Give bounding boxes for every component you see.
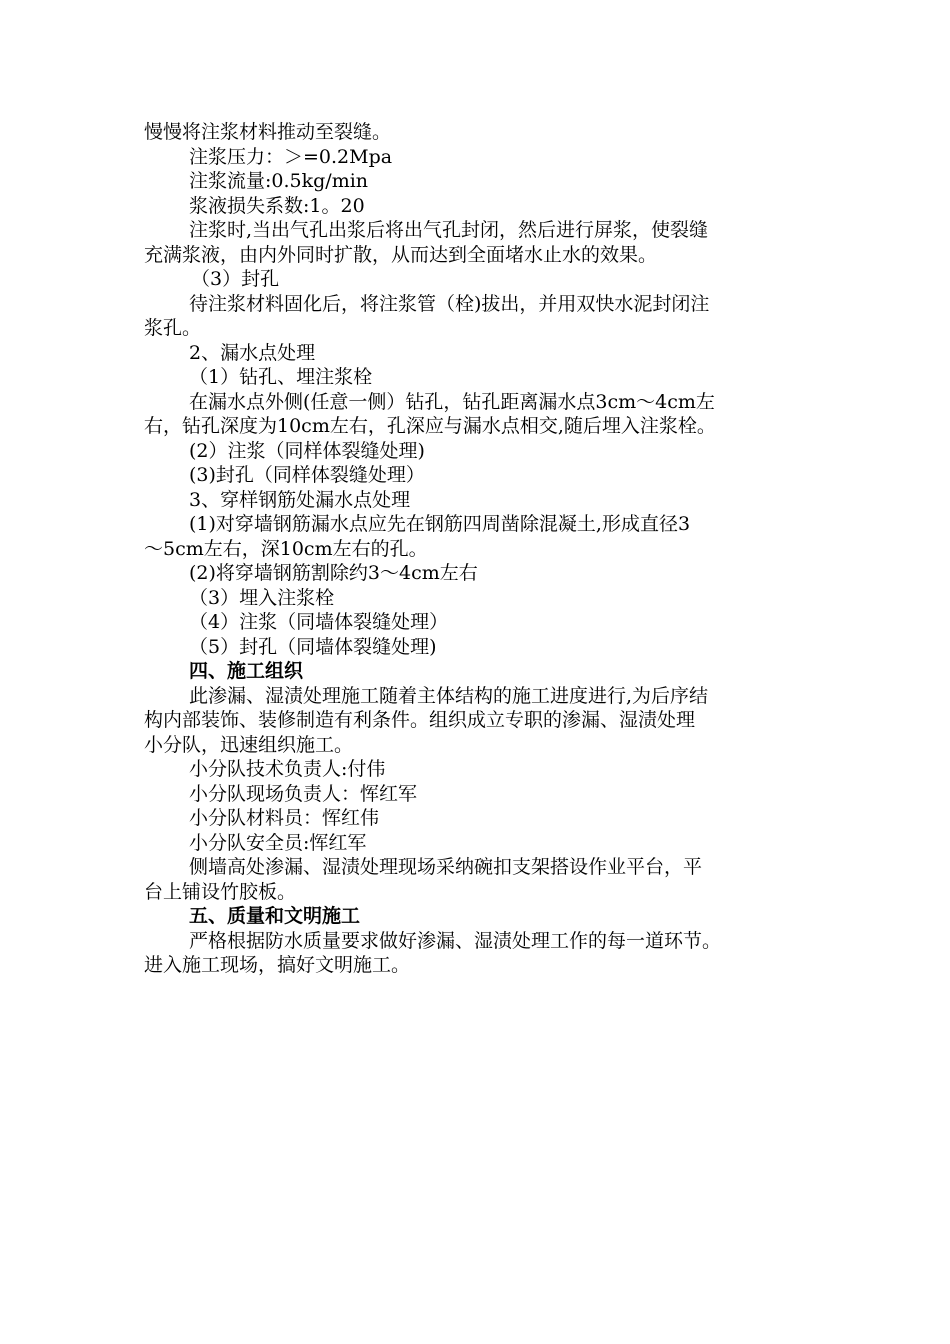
text-line: ～5cm左右，深10cm左右的孔。 xyxy=(144,537,428,560)
text-line: 小分队材料员：恽红伟 xyxy=(189,807,380,829)
text-line: (2)将穿墙钢筋割除约3～4cm左右 xyxy=(189,562,478,584)
text-line: 严格根据防水质量要求做好渗漏、湿渍处理工作的每一道环节。 xyxy=(189,929,722,952)
text-line: 小分队安全员:恽红军 xyxy=(189,831,367,854)
text-line: 进入施工现场，搞好文明施工。 xyxy=(144,954,411,976)
text-line: （4）注浆（同墙体裂缝处理） xyxy=(189,611,449,633)
text-line: 构内部装饰、装修制造有利条件。组织成立专职的渗漏、湿渍处理 xyxy=(144,709,696,731)
text-line: 在漏水点外侧(任意一侧）钻孔，钻孔距离漏水点3cm～4cm左 xyxy=(189,390,715,413)
text-line: 2、漏水点处理 xyxy=(189,341,316,364)
text-line: 小分队技术负责人:付伟 xyxy=(189,758,386,780)
text-line: 浆液损失系数:1。20 xyxy=(189,194,365,217)
text-line: 注浆流量:0.5kg/min xyxy=(189,170,369,192)
document-body xyxy=(144,120,814,978)
text-line: (3)封孔（同样体裂缝处理） xyxy=(189,464,425,486)
text-line: 注浆压力：＞=0.2Mpa xyxy=(189,145,393,168)
section-heading: 五、质量和文明施工 xyxy=(189,905,361,927)
text-line: 3、穿样钢筋处漏水点处理 xyxy=(189,488,411,511)
text-line: (2）注浆（同样体裂缝处理) xyxy=(189,439,425,462)
text-line: （3）埋入注浆栓 xyxy=(189,586,335,609)
text-line: （3）封孔 xyxy=(191,268,280,290)
text-line: 此渗漏、湿渍处理施工随着主体结构的施工进度进行,为后序结 xyxy=(189,684,709,707)
text-line: 待注浆材料固化后，将注浆管（栓)拔出，并用双快水泥封闭注 xyxy=(189,292,710,315)
text-line: 注浆时,当出气孔出浆后将出气孔封闭，然后进行屏浆，使裂缝 xyxy=(189,219,709,241)
text-line: 充满浆液，由内外同时扩散，从而达到全面堵水止水的效果。 xyxy=(144,243,658,266)
text-line: 慢慢将注浆材料推动至裂缝。 xyxy=(144,121,392,143)
text-line: 侧墙高处渗漏、湿渍处理现场采纳碗扣支架搭设作业平台，平 xyxy=(189,856,703,878)
text-line: 浆孔。 xyxy=(144,317,202,339)
text-line: 右，钻孔深度为10cm左右，孔深应与漏水点相交,随后埋入注浆栓。 xyxy=(144,415,716,437)
section-heading: 四、施工组织 xyxy=(189,660,304,682)
text-line: （5）封孔（同墙体裂缝处理) xyxy=(189,635,437,658)
text-line: 小分队现场负责人：恽红军 xyxy=(189,782,418,805)
text-line: 台上铺设竹胶板。 xyxy=(144,880,297,903)
text-line: （1）钻孔、埋注浆栓 xyxy=(189,366,373,388)
text-line: (1)对穿墙钢筋漏水点应先在钢筋四周凿除混凝土,形成直径3 xyxy=(189,513,691,535)
text-line: 小分队，迅速组织施工。 xyxy=(144,733,354,756)
